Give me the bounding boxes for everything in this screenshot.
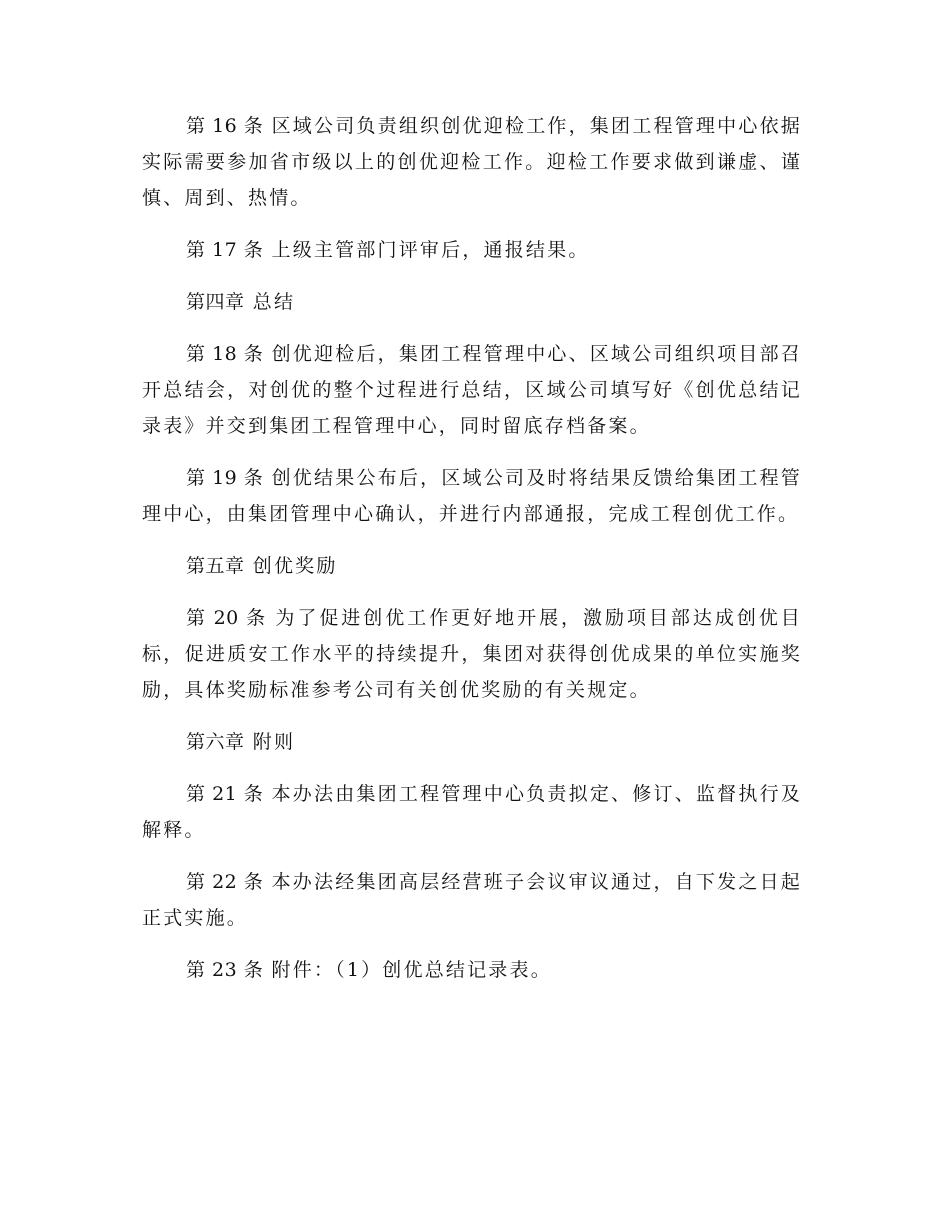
article-label: 第 18 条: [186, 343, 264, 365]
article-20: [142, 600, 802, 708]
article-text: 创优迎检后，集团工程管理中心、区域公司组织项目部召开总结会，对创优的整个过程进行总结，区域公司填写好《创优总结记录表》并交到集团工程管理中心，同时留底存档备案。: [142, 343, 802, 437]
article-label: 第 17 条: [186, 239, 264, 261]
chapter-6-heading: [142, 724, 802, 760]
article-text: 本办法由集团工程管理中心负责拟定、修订、监督执行及解释。: [142, 783, 802, 841]
article-text: 区域公司负责组织创优迎检工作，集团工程管理中心依据实际需要参加省市级以上的创优迎检工作。迎检工作要求做到谦虚、谨慎、周到、热情。: [142, 115, 802, 209]
article-16: [142, 108, 802, 216]
article-text: 附件：（1）创优总结记录表。: [271, 959, 552, 981]
article-text: 上级主管部门评审后，通报结果。: [271, 239, 590, 261]
article-label: 第 16 条: [186, 115, 264, 137]
article-label: 第 19 条: [186, 467, 264, 489]
article-19: [142, 460, 802, 532]
article-text: 创优结果公布后，区域公司及时将结果反馈给集团工程管理中心，由集团管理中心确认，并进行内部通报，完成工程创优工作。: [142, 467, 802, 525]
chapter-label: 第四章: [186, 291, 245, 313]
chapter-label: 第五章: [186, 555, 245, 577]
article-18: [142, 336, 802, 444]
article-23: [142, 952, 802, 988]
article-label: 第 21 条: [186, 783, 264, 805]
article-label: 第 20 条: [186, 607, 267, 629]
chapter-label: 第六章: [186, 731, 245, 753]
article-label: 第 22 条: [186, 871, 264, 893]
chapter-4-heading: [142, 284, 802, 320]
chapter-5-heading: [142, 548, 802, 584]
article-label: 第 23 条: [186, 959, 264, 981]
document-body: [142, 108, 802, 1004]
chapter-title: 创优奖励: [252, 555, 338, 577]
article-17: [142, 232, 802, 268]
article-21: [142, 776, 802, 848]
article-22: [142, 864, 802, 936]
article-text: 为了促进创优工作更好地开展，激励项目部达成创优目标，促进质安工作水平的持续提升，集团对获得创优成果的单位实施奖励，具体奖励标准参考公司有关创优奖励的有关规定。: [142, 607, 802, 701]
chapter-title: 总结: [252, 291, 296, 313]
article-text: 本办法经集团高层经营班子会议审议通过，自下发之日起正式实施。: [142, 871, 802, 929]
chapter-title: 附则: [252, 731, 296, 753]
